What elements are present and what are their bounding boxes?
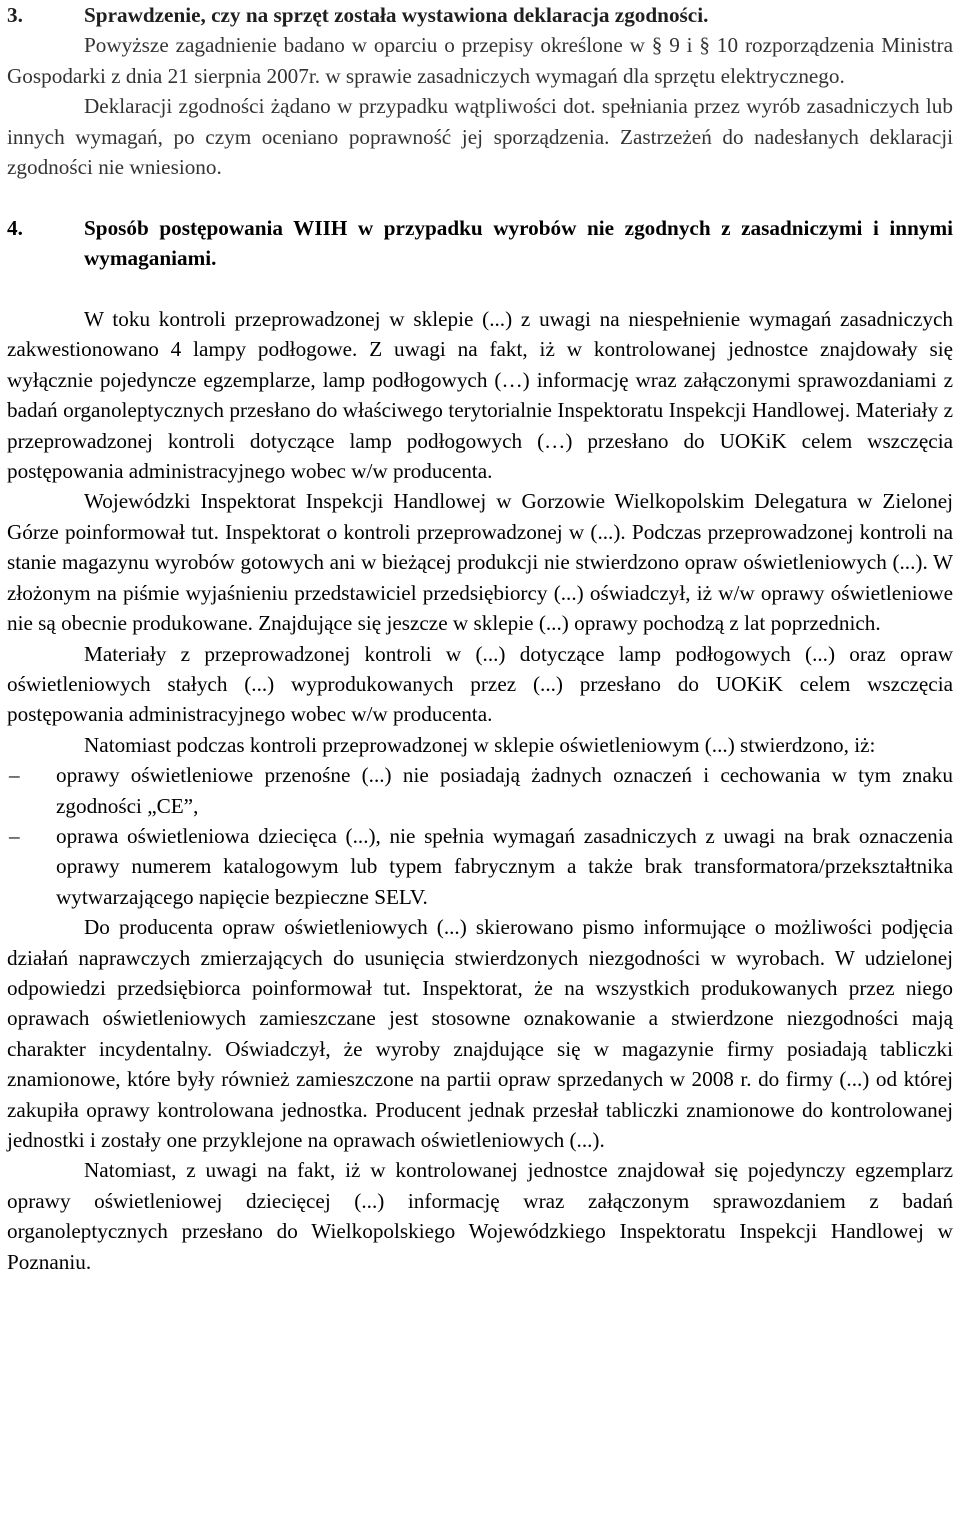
list-item — [7, 760, 953, 821]
section-4-paragraph-2: Wojewódzki Inspektorat Inspekcji Handlowej w Gorzowie Wielkopolskim Delegatura w Zielonej Górze poinformował tut. Inspektorat o kontroli przeprowadzonej w (...). Podczas przeprowadzonej kontroli na stanie magazynu wyrobów gotowych ani w bieżącej produkcji nie stwierdzono opraw oświetleniowych (...). W złożonym na piśmie wyjaśnieniu przedstawiciel przedsiębiorcy (...) oświadczył, iż w/w oprawy oświetleniowe nie są obecnie produkowane. Znajdujące się jeszcze w sklepie (...) oprawy pochodzą z lat poprzednich. — [7, 489, 953, 636]
section-4-title: Sposób postępowania WIIH w przypadku wyrobów nie zgodnych z zasadniczymi i innymi wymaganiami. — [84, 215, 953, 271]
section-3-number: 3. — [7, 3, 23, 27]
section-3-heading — [7, 0, 953, 30]
section-4-paragraph-6: Natomiast, z uwagi na fakt, iż w kontrolowanej jednostce znajdował się pojedynczy egzemplarz oprawy oświetleniowej dziecięcej (...) informację wraz załączonym sprawozdaniem z badań organoleptycznych przesłano do Wielkopolskiego Wojewódzkiego Inspektoratu Inspekcji Handlowej w Poznaniu. — [7, 1158, 953, 1274]
section-3-paragraph-2: Deklaracji zgodności żądano w przypadku wątpliwości dot. spełniania przez wyrób zasadniczych lub innych wymagań, po czym oceniano poprawność jej sporządzenia. Zastrzeżeń do nadesłanych deklaracji zgodności nie wniesiono. — [7, 94, 953, 180]
list-item — [7, 821, 953, 912]
list-item-text: oprawa oświetleniowa dziecięca (...), nie spełnia wymagań zasadniczych z uwagi na brak oznaczenia oprawy numerem katalogowym lub typem fabrycznym a także brak transformatora/przekształtnika wytwarzającego napięcie bezpieczne SELV. — [56, 823, 953, 909]
section-4-number: 4. — [7, 215, 23, 240]
list-dash: – — [9, 823, 20, 848]
section-4-paragraph-4: Natomiast podczas kontroli przeprowadzonej w sklepie oświetleniowym (...) stwierdzono, iż: — [84, 732, 876, 757]
section-4-paragraph-3: Materiały z przeprowadzonej kontroli w (...) dotyczące lamp podłogowych (...) oraz opraw oświetleniowych stałych (...) wyprodukowanych przez (...) przesłano do UOKiK celem wszczęcia postępowania administracyjnego wobec w/w producenta. — [7, 641, 953, 727]
section-4-heading — [7, 213, 953, 274]
section-3-paragraph-1: Powyższe zagadnienie badano w oparciu o przepisy określone w § 9 i § 10 rozporządzenia Ministra Gospodarki z dnia 21 sierpnia 2007r. w sprawie zasadniczych wymagań dla sprzętu elektrycznego. — [7, 33, 953, 88]
section-3-title: Sprawdzenie, czy na sprzęt została wystawiona deklaracja zgodności. — [84, 3, 709, 27]
spacer — [7, 274, 953, 304]
section-4-paragraph-1: W toku kontroli przeprowadzonej w sklepie (...) z uwagi na niespełnienie wymagań zasadniczych zakwestionowano 4 lampy podłogowe. Z uwagi na fakt, iż w kontrolowanej jednostce znajdowały się wyłącznie pojedyncze egzemplarze, lamp podłogowych (…) informację wraz załączonymi sprawozdaniami z badań organoleptycznych przesłano do właściwego terytorialnie Inspektoratu Inspekcji Handlowej. Materiały z przeprowadzonej kontroli dotyczące lamp podłogowych (…) przesłano do UOKiK celem wszczęcia postępowania administracyjnego wobec w/w producenta. — [7, 307, 953, 484]
section-4 — [7, 213, 953, 1277]
list-item-text: oprawy oświetleniowe przenośne (...) nie posiadają żadnych oznaczeń i cechowania w tym znaku zgodności „CE”, — [56, 763, 953, 818]
section-3 — [7, 0, 953, 182]
list-dash: – — [9, 763, 20, 788]
section-4-paragraph-5: Do producenta opraw oświetleniowych (...) skierowano pismo informujące o możliwości podjęcia działań naprawczych zmierzających do usunięcia stwierdzonych niezgodności w wyrobach. W udzielonej odpowiedzi przedsiębiorca poinformował tut. Inspektorat, że na wszystkich produkowanych przez niego oprawach oświetleniowych zamieszczane jest stosowne oznakowanie a stwierdzone niezgodności mają charakter incydentalny. Oświadczył, że wyroby znajdujące się w magazynie firmy posiadają tabliczki znamionowe, które były również zamieszczone na partii opraw sprzedanych w 2008 r. do firmy (...) od której zakupiła oprawy kontrolowana jednostka. Producent jednak przesłał tabliczki znamionowe do kontrolowanej jednostki i zostały one przyklejone na oprawach oświetleniowych (...). — [7, 915, 953, 1152]
spacer — [7, 182, 953, 212]
